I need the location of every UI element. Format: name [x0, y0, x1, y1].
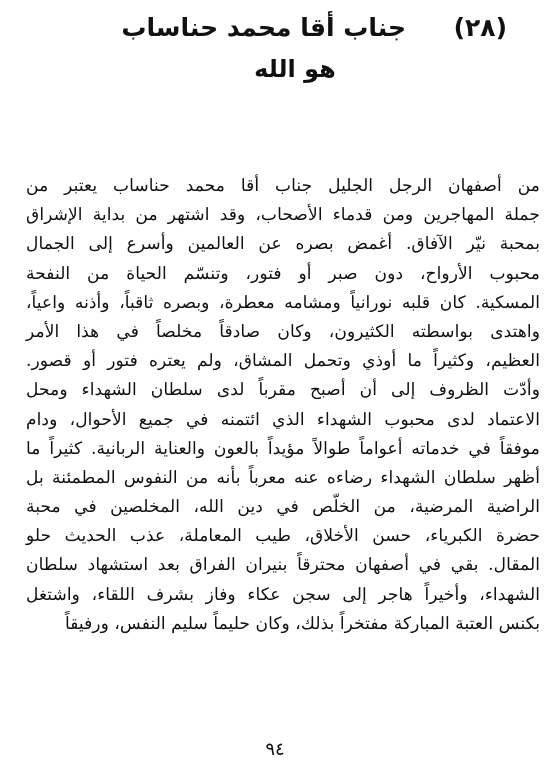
text-line: موفقاً في خدماته أعواماً طوالاً مؤيداً بالعون والعناية الربانية. كثيراً ما	[26, 438, 540, 459]
text-line: بمحبة نيّر الآفاق. أغمض بصره عن العالمين وأسرع إلى الجمال	[26, 234, 540, 255]
text-line: حضرة الكبرياء، حسن الأخلاق، طيب المعاملة، عذب الحديث حلو	[26, 526, 540, 547]
text-line: المقال. بقي في أصفهان محترقاً بنيران الفراق بعد استشهاد سلطان	[26, 555, 540, 576]
text-line: العظيم، وكثيراً ما أوذي وتحمل المشاق، ولم يعتره فتور أو قصور.	[26, 351, 540, 372]
body-text	[26, 172, 540, 639]
text-line: محبوب الأرواح، دون صبر أو فتور، وتنسّم الحياة من النفحة	[26, 263, 540, 284]
text-line: الراضية المرضية، من الخلّص في دين الله، المخلصين في محبة	[26, 497, 540, 518]
chapter-number: (٢٨)	[453, 13, 507, 42]
page-number: ٩٤	[265, 739, 285, 760]
text-line: واهتدى بواسطته الكثيرون، وكان صادقاً مخلصاً في هذا الأمر	[26, 321, 540, 342]
text-line: أظهر سلطان الشهداء رضاءه عنه معرباً بأنه من النفوس المطمئنة بل	[26, 467, 540, 488]
text-line: وأدّت الظروف إلى أن أصبح مقرباً لدى سلطان الشهداء ومحل	[26, 380, 540, 401]
chapter-header	[0, 10, 550, 50]
chapter-title: جناب أقا محمد حناساب	[121, 13, 406, 42]
text-line: جملة المهاجرين ومن قدماء الأصحاب، وقد اشتهر من بداية الإشراق	[26, 205, 540, 226]
text-line: المسكية. كان قلبه نورانياً ومشامه معطرة، وبصره ثاقباً، وأذنه واعياً،	[26, 292, 540, 313]
text-line: الاعتماد لدى محبوب الشهداء الذي ائتمنه في جميع الأحوال، ودام	[26, 409, 540, 430]
text-line: الشهداء، وأخيراً هاجر إلى سجن عكاء وفاز بشرف اللقاء، واشتغل	[26, 584, 540, 605]
text-line: من أصفهان الرجل الجليل جناب أقا محمد حناساب يعتبر من	[26, 176, 540, 196]
invocation-heading: هو الله	[254, 55, 336, 83]
text-line: بكنس العتبة المباركة مفتخراً بذلك، وكان حليماً سليم النفس، ورفيقاً	[64, 613, 540, 634]
